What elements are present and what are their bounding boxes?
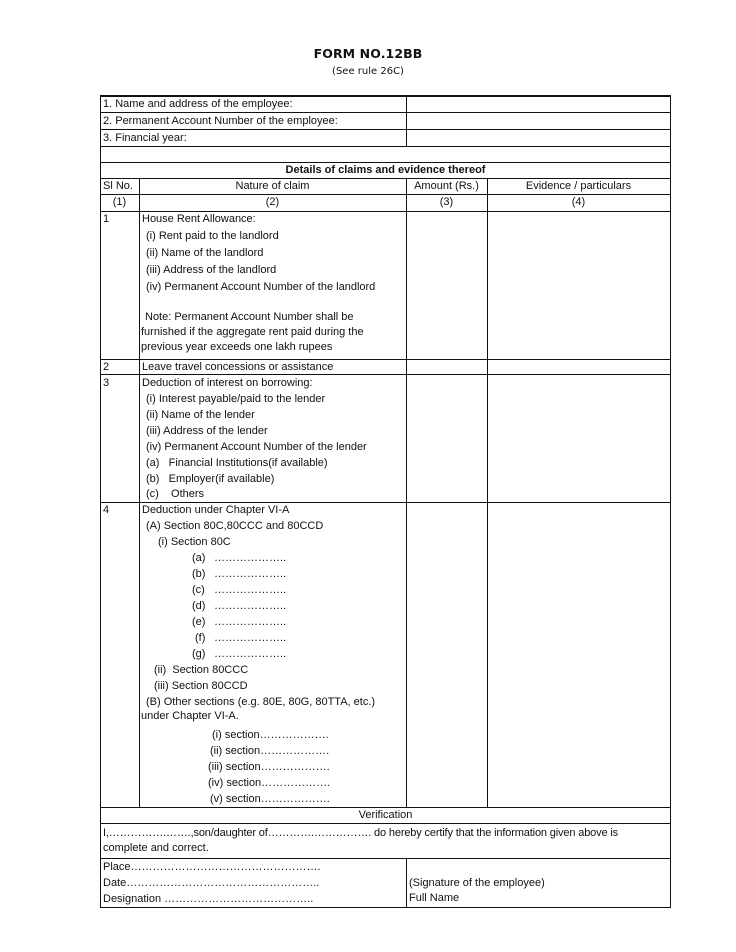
item-number: 3 — [103, 377, 110, 389]
rule — [100, 178, 671, 179]
chapter6a-sub-b: under Chapter VI-A. — [141, 710, 239, 722]
rule — [406, 95, 407, 147]
sub-letter: (c) — [192, 584, 205, 596]
interest-line: (a) Financial Institutions(if available) — [146, 457, 328, 469]
dotted-blank: ……………….. — [214, 600, 287, 612]
col-number: (1) — [112, 196, 127, 208]
rule — [406, 178, 407, 808]
rule — [100, 112, 671, 113]
rule — [100, 95, 101, 908]
sub-letter: (b) — [192, 568, 206, 580]
col-sl-header: Sl No. — [103, 180, 133, 192]
sub-letter: (e) — [192, 616, 206, 628]
dotted-blank: ……………….. — [214, 648, 287, 660]
hra-title: House Rent Allowance: — [142, 213, 256, 225]
rule — [100, 194, 671, 195]
interest-line: (iv) Permanent Account Number of the lender — [146, 441, 367, 453]
sub-letter: (d) — [192, 600, 206, 612]
col-number: (2) — [265, 196, 280, 208]
item-number: 4 — [103, 504, 110, 516]
interest-line: (ii) Name of the lender — [146, 409, 255, 421]
hra-note: Note: Permanent Account Number shall be — [145, 311, 354, 323]
dotted-blank: ……………….. — [214, 616, 287, 628]
other-section: (v) section………………. — [210, 793, 330, 805]
rule — [487, 178, 488, 808]
col-number: (3) — [439, 196, 454, 208]
chapter6a-sub-a: (A) Section 80C,80CCC and 80CCD — [146, 520, 324, 532]
chapter6a-sub-b: (B) Other sections (e.g. 80E, 80G, 80TTA, etc.) — [146, 696, 376, 708]
hra-line: (iv) Permanent Account Number of the landlord — [146, 281, 376, 293]
rule — [100, 823, 671, 824]
section-80ccc: (ii) Section 80CCC — [154, 664, 249, 676]
hra-line: (iii) Address of the landlord — [146, 264, 277, 276]
financial-year-label: 3. Financial year: — [103, 132, 187, 144]
rule — [100, 129, 671, 130]
full-name-label: Full Name — [409, 892, 460, 904]
rule — [100, 907, 671, 908]
rule — [100, 162, 671, 163]
verification-title: Verification — [358, 809, 413, 821]
sub-letter: (a) — [192, 552, 206, 564]
hra-line: (ii) Name of the landlord — [146, 247, 264, 259]
date-field: Date…………………………………………….. — [103, 877, 320, 889]
dotted-blank: ……………….. — [214, 584, 287, 596]
hra-line: (i) Rent paid to the landlord — [146, 230, 279, 242]
col-number: (4) — [571, 196, 586, 208]
dotted-blank: ……………….. — [214, 632, 287, 644]
rule — [100, 807, 671, 808]
item-number: 1 — [103, 213, 110, 225]
sub-letter: (g) — [192, 648, 206, 660]
section-80ccd: (iii) Section 80CCD — [154, 680, 248, 692]
signature-label: (Signature of the employee) — [409, 877, 545, 889]
rule — [139, 178, 140, 808]
interest-line: (i) Interest payable/paid to the lender — [146, 393, 326, 405]
rule — [100, 502, 671, 503]
other-section: (ii) section………………. — [210, 745, 330, 757]
hra-note: furnished if the aggregate rent paid during the — [141, 326, 364, 338]
rule — [100, 146, 671, 147]
rule — [100, 359, 671, 360]
col-nature-header: Nature of claim — [235, 180, 310, 192]
verification-text: complete and correct. — [103, 842, 209, 854]
interest-title: Deduction of interest on borrowing: — [142, 377, 313, 389]
rule — [100, 211, 671, 212]
interest-line: (b) Employer(if available) — [146, 473, 275, 485]
rule — [670, 95, 671, 908]
hra-note: previous year exceeds one lakh rupees — [141, 341, 333, 353]
dotted-blank: ……………….. — [214, 552, 287, 564]
other-section: (iv) section………………. — [208, 777, 331, 789]
place-field: Place……………………………………………. — [103, 861, 321, 873]
chapter6a-title: Deduction under Chapter VI-A — [142, 504, 290, 516]
interest-line: (iii) Address of the lender — [146, 425, 268, 437]
designation-field: Designation ………………………………….. — [103, 893, 314, 905]
form-subtitle: (See rule 26C) — [332, 66, 404, 77]
other-section: (i) section………………. — [212, 729, 329, 741]
sub-letter: (f) — [195, 632, 206, 644]
form-title: FORM NO.12BB — [313, 46, 423, 61]
employee-pan-label: 2. Permanent Account Number of the employee: — [103, 115, 338, 127]
employee-name-label: 1. Name and address of the employee: — [103, 98, 293, 110]
item-number: 2 — [103, 361, 110, 373]
verification-text: I,…………….…….,son/daughter of………….……………. do hereby certify that the information given above is — [103, 827, 619, 839]
rule — [406, 858, 407, 908]
col-evidence-header: Evidence / particulars — [525, 180, 632, 192]
rule — [100, 95, 671, 97]
rule — [100, 374, 671, 375]
ltc-title: Leave travel concessions or assistance — [142, 361, 334, 373]
col-amount-header: Amount (Rs.) — [414, 180, 479, 192]
interest-line: (c) Others — [146, 488, 205, 500]
section-title: Details of claims and evidence thereof — [285, 164, 486, 176]
other-section: (iii) section………………. — [208, 761, 330, 773]
section-80c: (i) Section 80C — [158, 536, 231, 548]
rule — [100, 858, 671, 859]
dotted-blank: ……………….. — [214, 568, 287, 580]
